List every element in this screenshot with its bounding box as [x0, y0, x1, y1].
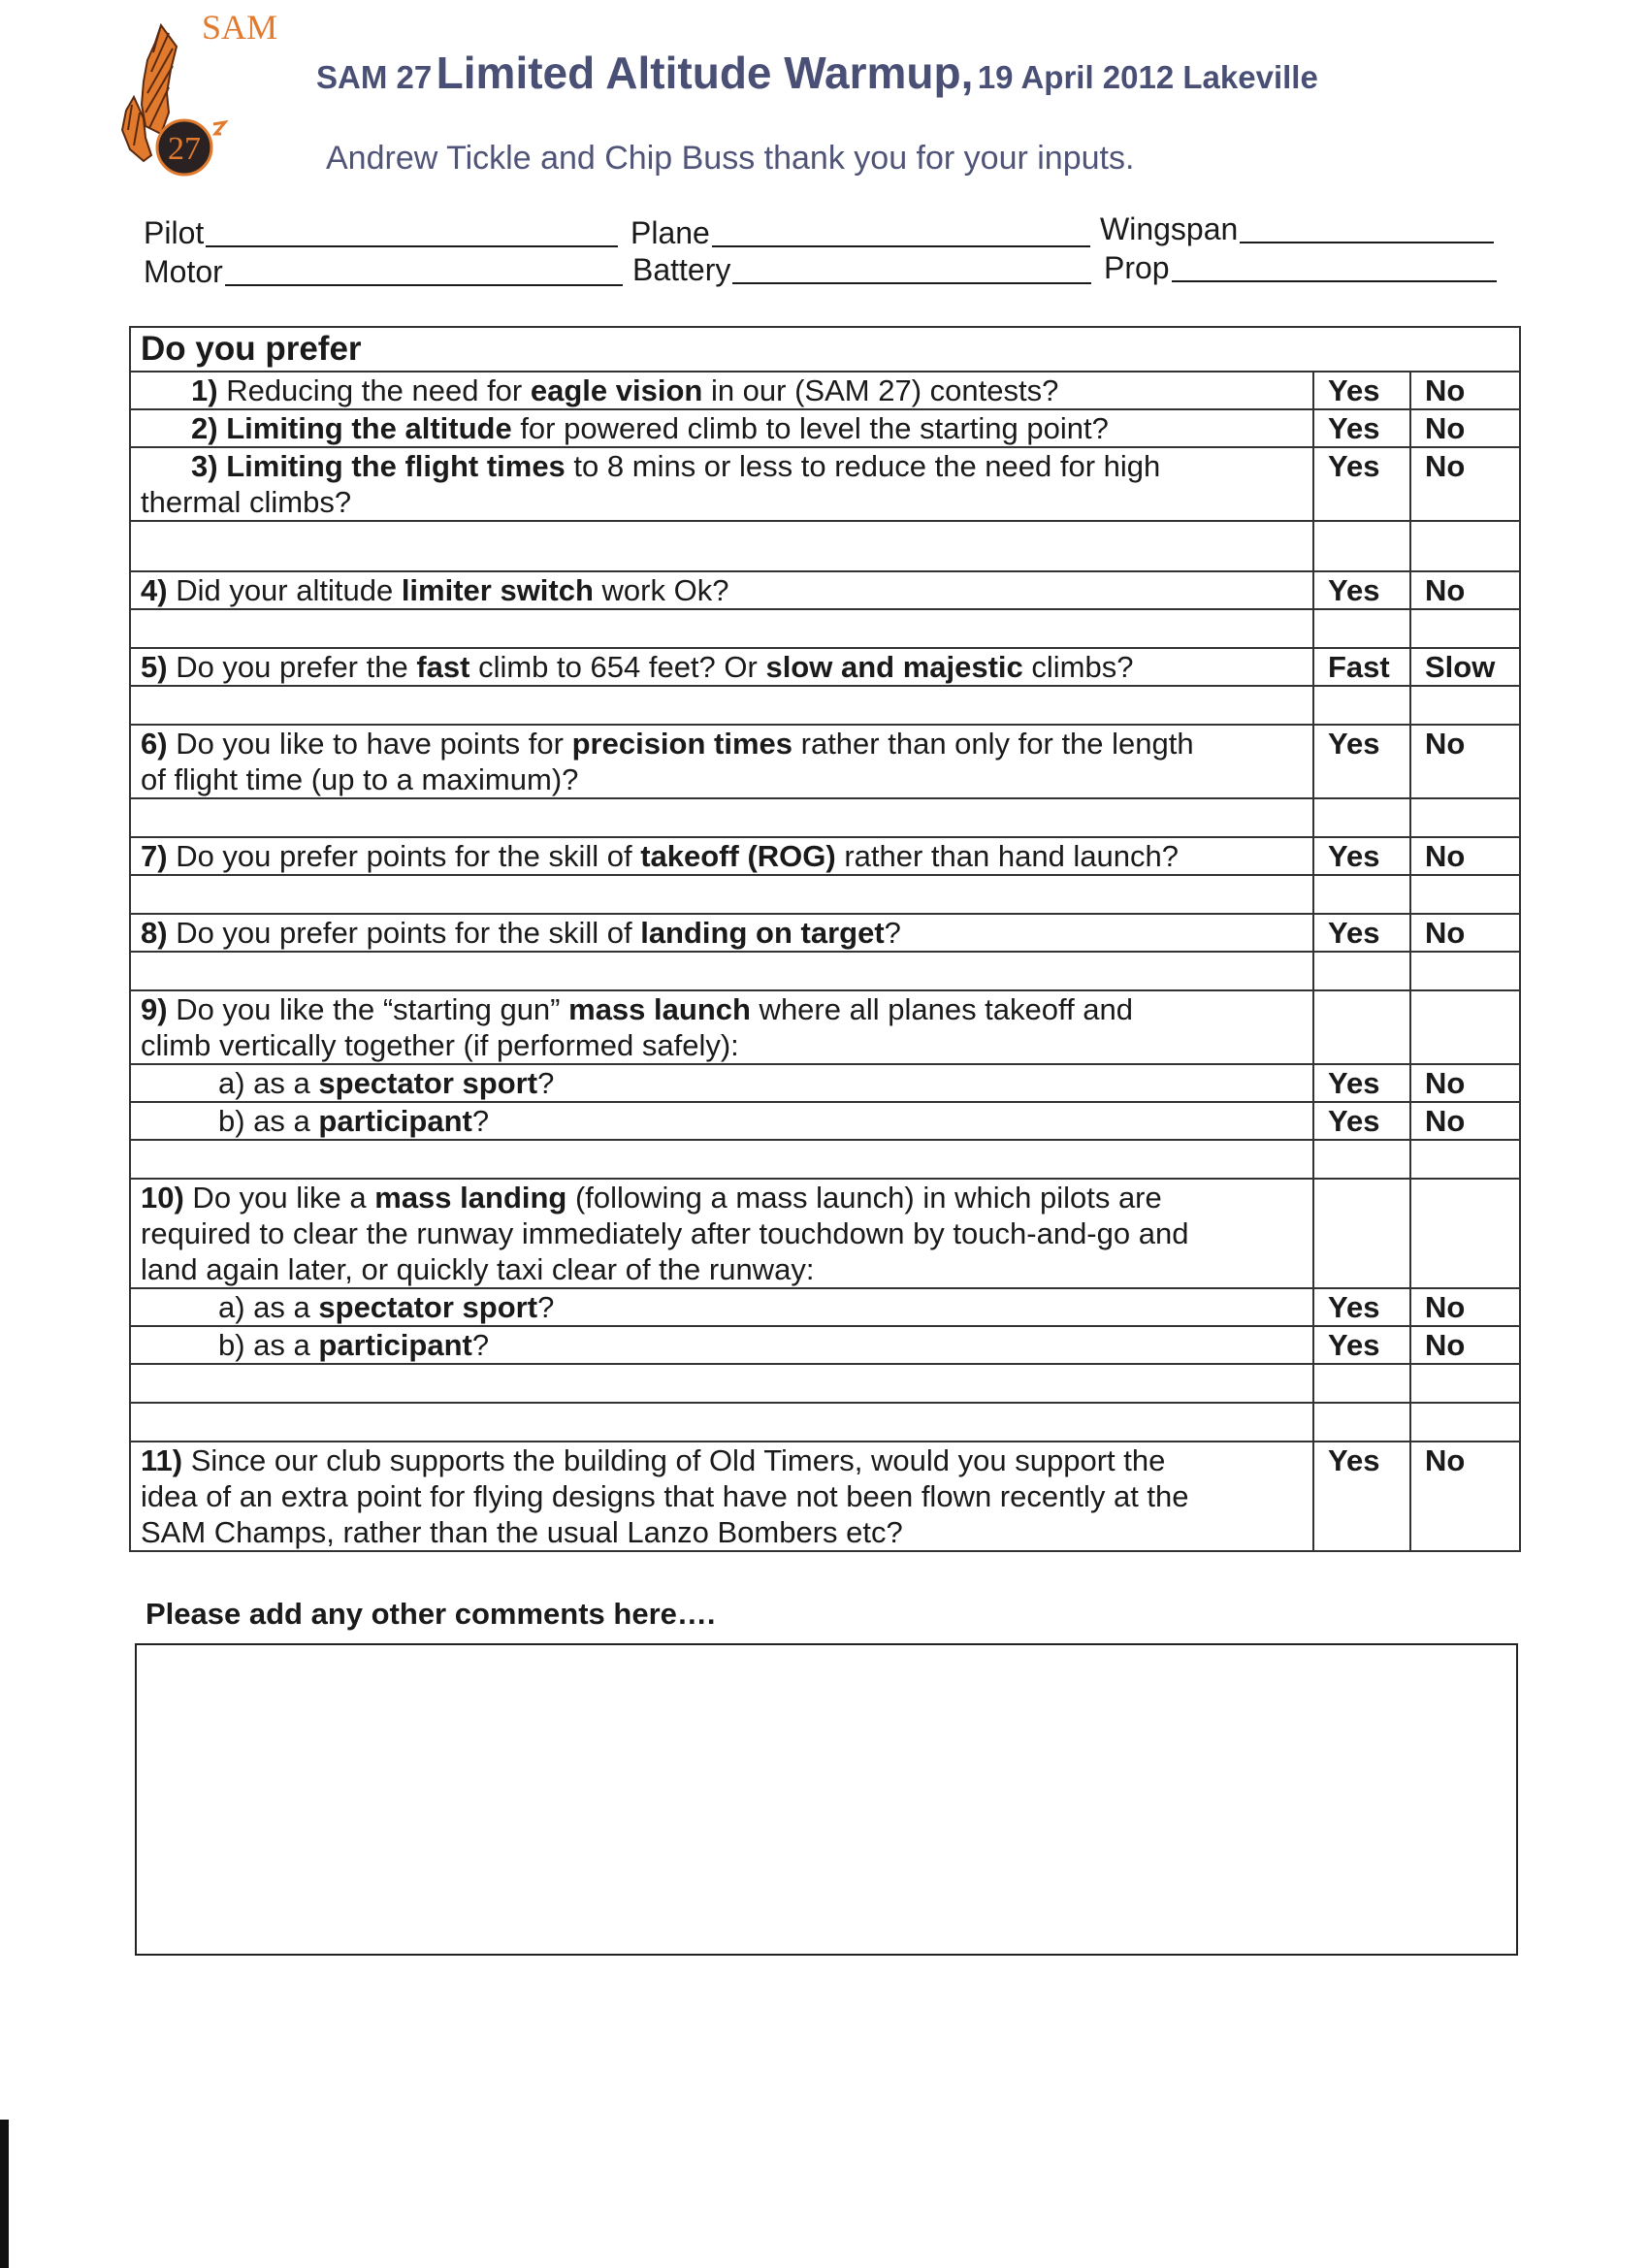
q4-emphasis: limiter switch	[401, 573, 594, 607]
q11-no-option[interactable]: No	[1410, 1442, 1520, 1551]
q10b-emphasis: participant	[318, 1328, 472, 1362]
question-row	[130, 990, 1520, 1064]
q10-emphasis: mass landing	[374, 1181, 567, 1215]
wingspan-line[interactable]	[1240, 216, 1494, 243]
pilot-field[interactable]	[144, 215, 618, 251]
q9b-text-end: ?	[471, 1104, 490, 1138]
q9a-text-end: ?	[537, 1066, 555, 1100]
q7-text-end: rather than hand launch?	[835, 839, 1180, 873]
wingspan-label: Wingspan	[1100, 211, 1239, 246]
q5-emphasis: fast	[416, 650, 470, 684]
spacer-cell	[1313, 798, 1410, 837]
title-main: Limited Altitude Warmup,	[436, 48, 974, 98]
q5-emphasis-2: slow and majestic	[765, 650, 1023, 684]
survey-heading: Do you prefer	[130, 327, 1520, 372]
spacer-cell	[1410, 1140, 1520, 1179]
q10a-no-option[interactable]: No	[1410, 1288, 1520, 1326]
q10-text-line2: required to clear the runway immediately after touchdown by touch-and-go and	[141, 1216, 1189, 1250]
logo-letters: SAM	[202, 8, 278, 47]
spacer-row	[130, 798, 1520, 837]
spacer-row	[130, 1364, 1520, 1403]
q1-emphasis: eagle vision	[530, 373, 703, 407]
q9-text-end: where all planes takeoff and	[750, 992, 1134, 1026]
q1-no-option[interactable]: No	[1410, 372, 1520, 409]
title-prefix: SAM 27	[316, 59, 433, 95]
scan-edge-mark	[0, 2120, 9, 2268]
lightning-icon	[213, 122, 225, 134]
q1-text: Reducing the need for	[217, 373, 531, 407]
spacer-cell	[1313, 609, 1410, 648]
comments-box[interactable]	[135, 1643, 1518, 1956]
question-8	[130, 914, 1313, 952]
question-row	[130, 571, 1520, 609]
q10b-text: b) as a	[218, 1328, 319, 1362]
spacer-row	[130, 521, 1520, 571]
q9b-text: b) as a	[218, 1104, 319, 1138]
spacer-cell	[130, 686, 1313, 725]
q6-text: Do you like to have points for	[167, 727, 572, 761]
q8-text-end: ?	[884, 916, 901, 950]
q7-text: Do you prefer points for the skill of	[167, 839, 641, 873]
question-row	[130, 914, 1520, 952]
question-subrow	[130, 1288, 1520, 1326]
question-4	[130, 571, 1313, 609]
q9-text: Do you like the “starting gun”	[167, 992, 569, 1026]
question-1	[130, 372, 1313, 409]
spacer-cell	[1410, 1364, 1520, 1403]
q10b-text-end: ?	[471, 1328, 490, 1362]
question-subrow	[130, 1064, 1520, 1102]
spacer-cell	[1313, 521, 1410, 571]
question-row	[130, 648, 1520, 686]
question-row	[130, 1442, 1520, 1551]
q5-slow-option[interactable]: Slow	[1410, 648, 1520, 686]
prop-label: Prop	[1104, 250, 1170, 285]
prop-line[interactable]	[1172, 255, 1497, 282]
q11-text-line3: SAM Champs, rather than the usual Lanzo Bombers etc?	[141, 1515, 903, 1549]
q6-no-option[interactable]: No	[1410, 725, 1520, 798]
q7-yes-option[interactable]: Yes	[1313, 837, 1410, 875]
question-9b	[130, 1102, 1313, 1140]
q5-fast-option[interactable]: Fast	[1313, 648, 1410, 686]
spacer-row	[130, 1403, 1520, 1442]
motor-line[interactable]	[225, 259, 623, 286]
spacer-cell	[130, 952, 1313, 990]
q5-text-end: climbs?	[1022, 650, 1134, 684]
battery-label: Battery	[632, 252, 731, 287]
subtitle: Andrew Tickle and Chip Buss thank you for your inputs.	[326, 140, 1135, 177]
spacer-cell	[1410, 609, 1520, 648]
q5-text-mid: climb to 654 feet? Or	[469, 650, 766, 684]
question-9a	[130, 1064, 1313, 1102]
q2-text-end: for powered climb to level the starting point?	[511, 411, 1109, 445]
spacer-cell	[130, 1364, 1313, 1403]
q8-emphasis: landing on target	[640, 916, 885, 950]
sam27-logo	[105, 4, 278, 188]
q10b-yes-option[interactable]: Yes	[1313, 1326, 1410, 1364]
spacer-cell	[1410, 798, 1520, 837]
q11-text-line2: idea of an extra point for flying designs that have not been flown recently at the	[141, 1479, 1189, 1513]
spacer-cell	[130, 1140, 1313, 1179]
plane-field[interactable]	[630, 215, 1090, 251]
q4-text: Did your altitude	[167, 573, 402, 607]
q3-no-option[interactable]: No	[1410, 447, 1520, 521]
spacer-cell	[130, 798, 1313, 837]
spacer-cell	[1410, 952, 1520, 990]
q2-number: 2)	[191, 411, 218, 445]
q9b-yes-option[interactable]: Yes	[1313, 1102, 1410, 1140]
q3-emphasis: Limiting the flight times	[226, 449, 566, 483]
q10-yes-cell	[1313, 1179, 1410, 1288]
question-row	[130, 409, 1520, 447]
q6-text-end: rather than only for the length	[792, 727, 1194, 761]
q8-text: Do you prefer points for the skill of	[167, 916, 641, 950]
q9b-emphasis: participant	[318, 1104, 472, 1138]
q9a-text: a) as a	[218, 1066, 319, 1100]
q6-emphasis: precision times	[571, 727, 793, 761]
q7-emphasis: takeoff (ROG)	[640, 839, 836, 873]
spacer-cell	[1313, 1403, 1410, 1442]
spacer-cell	[1410, 875, 1520, 914]
logo-number: 27	[168, 131, 201, 167]
q9-no-cell	[1410, 990, 1520, 1064]
battery-line[interactable]	[732, 257, 1091, 284]
q10b-no-option[interactable]: No	[1410, 1326, 1520, 1364]
q6-number: 6)	[141, 727, 168, 761]
q1-yes-option[interactable]: Yes	[1313, 372, 1410, 409]
q10-text-end: (following a mass launch) in which pilots are	[566, 1181, 1162, 1215]
q9-yes-cell	[1313, 990, 1410, 1064]
question-row	[130, 725, 1520, 798]
q6-yes-option[interactable]: Yes	[1313, 725, 1410, 798]
motor-label: Motor	[144, 254, 223, 289]
q11-text: Since our club supports the building of Old Timers, would you support the	[182, 1443, 1166, 1477]
survey-table	[129, 326, 1521, 1552]
spacer-cell	[130, 521, 1313, 571]
q10a-yes-option[interactable]: Yes	[1313, 1288, 1410, 1326]
question-row	[130, 837, 1520, 875]
spacer-cell	[130, 875, 1313, 914]
wingspan-field[interactable]	[1100, 211, 1494, 247]
q3-number: 3)	[191, 449, 218, 483]
q9-emphasis: mass launch	[568, 992, 751, 1026]
spacer-cell	[130, 1403, 1313, 1442]
plane-line[interactable]	[712, 220, 1090, 247]
q9a-emphasis: spectator sport	[318, 1066, 538, 1100]
q9a-yes-option[interactable]: Yes	[1313, 1064, 1410, 1102]
q3-text-end: to 8 mins or less to reduce the need for high	[565, 449, 1161, 483]
spacer-cell	[1313, 952, 1410, 990]
spacer-row	[130, 1140, 1520, 1179]
q8-number: 8)	[141, 916, 168, 950]
q2-emphasis: Limiting the altitude	[226, 411, 512, 445]
spacer-cell	[130, 609, 1313, 648]
question-subrow	[130, 1102, 1520, 1140]
motor-field[interactable]	[144, 254, 623, 290]
spacer-cell	[1313, 1140, 1410, 1179]
q4-number: 4)	[141, 573, 168, 607]
question-2	[130, 409, 1313, 447]
q10-no-cell	[1410, 1179, 1520, 1288]
question-9	[130, 990, 1313, 1064]
spacer-row	[130, 686, 1520, 725]
spacer-row	[130, 952, 1520, 990]
question-10	[130, 1179, 1313, 1288]
q9a-no-option[interactable]: No	[1410, 1064, 1520, 1102]
q2-yes-option[interactable]: Yes	[1313, 409, 1410, 447]
q3-yes-option[interactable]: Yes	[1313, 447, 1410, 521]
battery-field[interactable]	[632, 252, 1091, 288]
spacer-row	[130, 609, 1520, 648]
question-row	[130, 1179, 1520, 1288]
prop-field[interactable]	[1104, 250, 1497, 286]
question-row	[130, 372, 1520, 409]
q4-text-end: work Ok?	[593, 573, 729, 607]
question-row	[130, 447, 1520, 521]
q10-text-line3: land again later, or quickly taxi clear of the runway:	[141, 1252, 815, 1286]
q5-text: Do you prefer the	[167, 650, 417, 684]
q1-text-end: in our (SAM 27) contests?	[702, 373, 1059, 407]
question-7	[130, 837, 1313, 875]
question-subrow	[130, 1326, 1520, 1364]
q1-number: 1)	[191, 373, 218, 407]
q10a-emphasis: spectator sport	[318, 1290, 538, 1324]
q6-text-line2: of flight time (up to a maximum)?	[141, 762, 579, 796]
question-11	[130, 1442, 1313, 1551]
spacer-cell	[1410, 686, 1520, 725]
page-title	[316, 47, 1318, 99]
plane-label: Plane	[630, 215, 710, 250]
q10-text: Do you like a	[183, 1181, 375, 1215]
spacer-cell	[1313, 1364, 1410, 1403]
q4-yes-option[interactable]: Yes	[1313, 571, 1410, 609]
question-6	[130, 725, 1313, 798]
question-5	[130, 648, 1313, 686]
question-3	[130, 447, 1313, 521]
q7-no-option[interactable]: No	[1410, 837, 1520, 875]
pilot-line[interactable]	[206, 220, 618, 247]
q11-yes-option[interactable]: Yes	[1313, 1442, 1410, 1551]
question-10b	[130, 1326, 1313, 1364]
q3-text-line2: thermal climbs?	[141, 485, 352, 519]
spacer-cell	[1313, 686, 1410, 725]
pilot-label: Pilot	[144, 215, 205, 250]
spacer-cell	[1410, 1403, 1520, 1442]
q5-number: 5)	[141, 650, 168, 684]
q9b-no-option[interactable]: No	[1410, 1102, 1520, 1140]
q10a-text-end: ?	[537, 1290, 555, 1324]
q10a-text: a) as a	[218, 1290, 319, 1324]
q9-number: 9)	[141, 992, 168, 1026]
heading-row	[130, 327, 1520, 372]
q10-number: 10)	[141, 1181, 184, 1215]
q2-no-option[interactable]: No	[1410, 409, 1520, 447]
q4-no-option[interactable]: No	[1410, 571, 1520, 609]
q11-number: 11)	[141, 1443, 183, 1477]
spacer-row	[130, 875, 1520, 914]
q8-no-option[interactable]: No	[1410, 914, 1520, 952]
title-suffix: 19 April 2012 Lakeville	[977, 59, 1318, 95]
spacer-cell	[1410, 521, 1520, 571]
comments-label: Please add any other comments here….	[146, 1597, 716, 1631]
q9-text-line2: climb vertically together (if performed safely):	[141, 1028, 739, 1062]
q8-yes-option[interactable]: Yes	[1313, 914, 1410, 952]
spacer-cell	[1313, 875, 1410, 914]
question-10a	[130, 1288, 1313, 1326]
q7-number: 7)	[141, 839, 168, 873]
